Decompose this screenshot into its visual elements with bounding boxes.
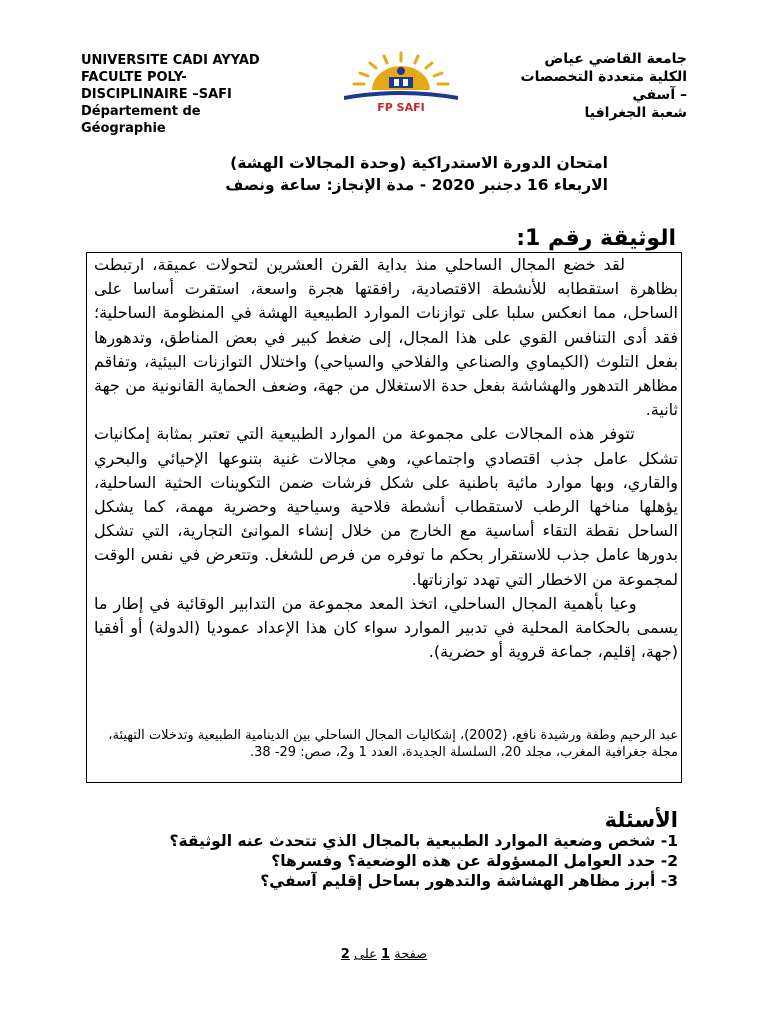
document-heading: الوثيقة رقم 1: <box>516 226 676 251</box>
faculty-logo <box>334 50 468 114</box>
header-fr-line: FACULTE POLY- <box>81 70 187 85</box>
header-fr-line: DISCIPLINAIRE –SAFI <box>81 87 232 102</box>
header-ar-line: شعبة الجغرافيا <box>584 105 687 121</box>
of-word: على <box>353 947 377 962</box>
exam-title-line: امتحان الدورة الاستدراكية (وحدة المجالات الهشة) <box>230 154 608 172</box>
page-current: 1 <box>381 947 391 962</box>
wave-icon <box>344 91 458 100</box>
header-ar-line: جامعة القاضي عياض <box>544 51 687 67</box>
header-ar-line: – آسفي <box>632 87 687 103</box>
book-icon <box>389 77 413 88</box>
question-item: 1- شخص وضعية الموارد الطبيعية بالمجال الذي تتحدث عنه الوثيقة؟ <box>169 832 678 850</box>
document-paragraph: تتوفر هذه المجالات على مجموعة من الموارد الطبيعية التي تعتبر بمثابة إمكانيات تشكل عامل جذب اقتصادي واجتماعي، وهي مجالات غنية بتنوعها الإحيائي والبحري والقاري، وبها موارد مائية باطنية على شكل فرشات ضمن التكوينات الحثية الساحلية، يؤهلها مناخها الرطب لاستقطاب أنشطة فلاحية وسياحية وحضرية مهمة، كما يشكل الساحل نقطة التقاء أساسية مع الخارج من خلال إنشاء الموانئ التجارية، التي تشكل بدورها عامل جذب للاستقرار بحكم ما توفره من فرص للشغل. وتتعرض في نفس الوقت لمجموعة من الاخطار التي تهدد توازناتها. <box>94 424 678 589</box>
header-fr-line: Département de <box>81 104 201 119</box>
university-header-ar <box>487 50 687 122</box>
header-fr-line: Géographie <box>81 121 166 136</box>
questions-list <box>160 831 678 891</box>
page-word: صفحة <box>394 947 428 962</box>
exam-date-line: الاربعاء 16 دجنبر 2020 - مدة الإنجاز: ساعة ونصف <box>225 176 608 194</box>
header-fr-line: UNIVERSITE CADI AYYAD <box>81 53 260 68</box>
document-source: عبد الرحيم وطفة ورشيدة نافع، (2002)، إشكاليات المجال الساحلي بين الدينامية الطبيعية وتدخلات التهيئة، مجلة جغرافية المغرب، مجلد 20، السلسلة الجديدة، العدد 1 و2، صص: 29- 38. <box>108 728 678 760</box>
questions-title: الأسئلة <box>604 808 678 832</box>
header-ar-line: الكلية متعددة التخصصات <box>520 69 687 85</box>
exam-title <box>88 152 608 196</box>
page-total: 2 <box>340 947 350 962</box>
document-paragraph: وعيا بأهمية المجال الساحلي، اتخذ المعد مجموعة من التدابير الوقائية في إطار ما يسمى بالحكامة المحلية في تدبير الموارد سواء كان هذا الإعداد عموديا (الدولة) أو أفقيا (جهة، إقليم، جماعة قروية أو حضرية). <box>94 593 678 662</box>
question-item: 2- حدد العوامل المسؤولة عن هذه الوضعية؟ وفسرها؟ <box>271 852 678 870</box>
question-item: 3- أبرز مظاهر الهشاشة والتدهور بساحل إقليم آسفي؟ <box>260 872 678 890</box>
university-header-fr <box>81 52 316 137</box>
document-paragraph: لقد خضع المجال الساحلي منذ بداية القرن العشرين لتحولات عميقة، ارتبطت بظاهرة استقطابه للأنشطة الاقتصادية، رافقتها هجرة واسعة، استقرت أساسا على الساحل، مما انعكس سلبا على توازنات الموارد الطبيعية الهشة في المنظومة الساحلية؛ فقد أدى التنافس القوي على هذا المجال، إلى ضغط كبير في بعض المناطق، وتدهورها بفعل التلوث (الكيماوي والصناعي والفلاحي والسياحي) واختلال التوازنات البيئية، وتفاقم مظاهر التدهور والهشاشة بفعل حدة الاستغلال من جهة، وضعف الحماية القانونية من جهة ثانية. <box>94 255 678 420</box>
document-body <box>94 253 678 664</box>
page-footer <box>0 946 768 964</box>
logo-text: FP SAFI <box>377 101 425 114</box>
